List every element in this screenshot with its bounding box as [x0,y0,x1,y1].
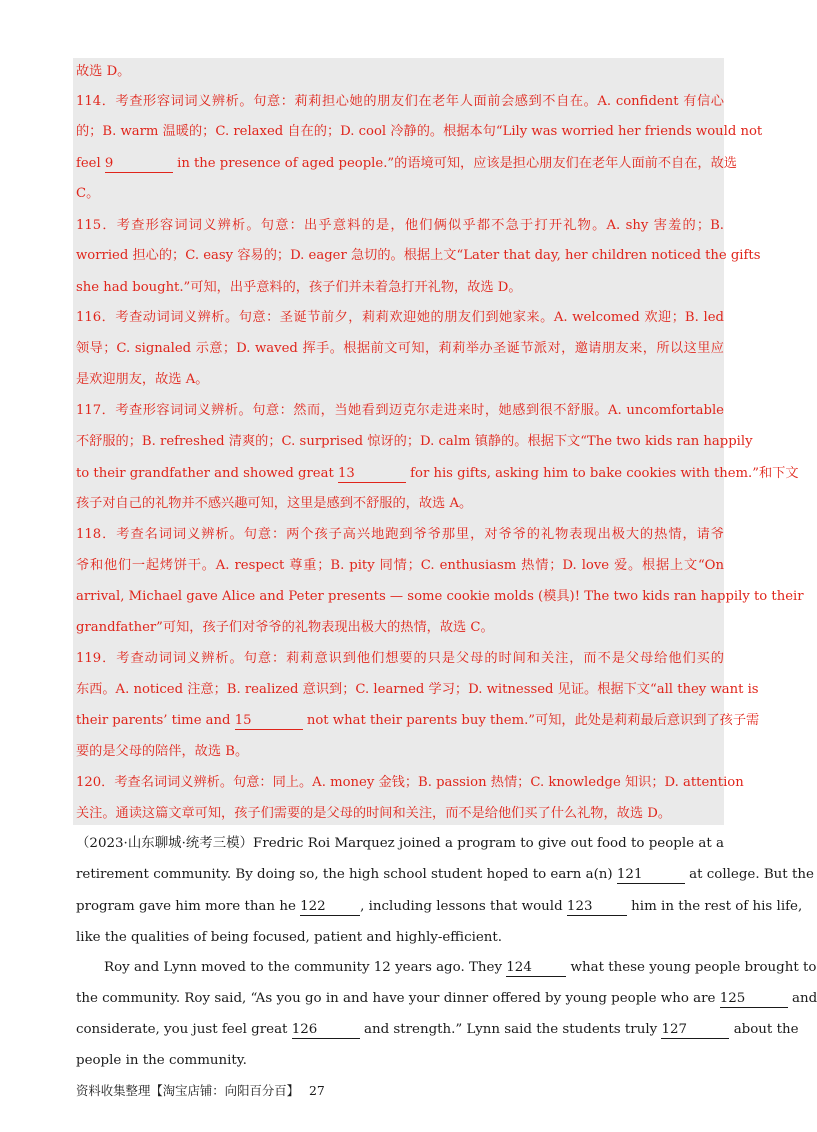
answer-line: 118．考查名词词义辨析。句意：两个孩子高兴地跑到爷爷那里，对爷爷的礼物表现出极大的热情，请爷 [76,527,724,542]
passage-line: considerate, you just feel great 126 and strength.” Lynn said the students truly 127 about the [76,1022,799,1037]
answer-line: arrival, Michael gave Alice and Peter presents — some cookie molds (模具)! The two kids ran happily to their [76,589,804,604]
passage-blank: 121 [617,867,685,884]
answer-blank: 9 [105,156,173,173]
answer-line: grandfather”可知，孩子们对爷爷的礼物表现出极大的热情，故选 C。 [76,620,494,635]
page-number: 27 [309,1083,325,1098]
passage-line: like the qualities of being focused, patient and highly-efficient. [76,930,503,945]
passage-line: the community. Roy said, “As you go in and have your dinner offered by young people who are 125 and [76,991,817,1006]
answer-line: their parents’ time and 15 not what their parents buy them.”可知，此处是莉莉最后意识到了孩子需 [76,713,760,728]
answer-blank: 13 [338,466,406,483]
answer-line: 的；B. warm 温暖的；C. relaxed 自在的；D. cool 冷静的。根据本句“Lily was worried her friends would not [76,124,763,139]
answer-line: 117．考查形容词词义辨析。句意：然而，当她看到迈克尔走进来时，她感到很不舒服。A. uncomfortable [76,403,724,418]
passage-blank: 124 [506,960,566,977]
answer-line: 要的是父母的陪伴，故选 B。 [76,744,249,759]
answer-line: 119．考查动词词义辨析。句意：莉莉意识到他们想要的只是父母的时间和关注，而不是父母给他们买的 [76,651,724,666]
answer-line: 关注。通读这篇文章可知，孩子们需要的是父母的时间和关注，而不是给他们买了什么礼物，故选 D。 [76,806,672,821]
answer-line: to their grandfather and showed great 13 for his gifts, asking him to bake cookies with them.”和下文 [76,466,799,481]
answer-line: 不舒服的；B. refreshed 清爽的；C. surprised 惊讶的；D. calm 镇静的。根据下文“The two kids ran happily [76,434,753,449]
answer-line: she had bought.”可知，出乎意料的，孩子们并未着急打开礼物，故选 D。 [76,280,522,295]
passage-blank: 122 [300,899,360,916]
passage-line: people in the community. [76,1053,247,1068]
answer-line: 115．考查形容词词义辨析。句意：出乎意料的是，他们俩似乎都不急于打开礼物。A. shy 害羞的；B. [76,218,724,233]
passage-line: （2023·山东聊城·统考三模）Fredric Roi Marquez joined a program to give out food to people at a [76,836,724,851]
answer-line: 孩子对自己的礼物并不感兴趣可知，这里是感到不舒服的，故选 A。 [76,496,473,511]
passage-blank: 125 [720,991,788,1008]
footer-source: 资料收集整理【淘宝店铺：向阳百分百】 [76,1083,300,1098]
answer-line: C。 [76,186,100,201]
answer-line: 领导；C. signaled 示意；D. waved 挥手。根据前文可知，莉莉举办圣诞节派对，邀请朋友来，所以这里应 [76,341,724,356]
answer-line: 114．考查形容词词义辨析。句意：莉莉担心她的朋友们在老年人面前会感到不自在。A. confident 有信心 [76,94,724,109]
answer-line: 116．考查动词词义辨析。句意：圣诞节前夕，莉莉欢迎她的朋友们到她家来。A. welcomed 欢迎；B. led [76,310,724,325]
passage-blank: 127 [661,1022,729,1039]
passage-blank: 126 [292,1022,360,1039]
answer-line: 故选 D。 [76,64,131,79]
passage-line: retirement community. By doing so, the high school student hoped to earn a(n) 121 at college. But the [76,867,814,882]
page-footer [76,1080,325,1102]
passage-line: Roy and Lynn moved to the community 12 years ago. They 124 what these young people brought to [104,960,817,975]
answer-line: feel 9 in the presence of aged people.”的语境可知，应该是担心朋友们在老年人面前不自在，故选 [76,156,737,171]
answer-line: worried 担心的；C. easy 容易的；D. eager 急切的。根据上文“Later that day, her children noticed the gifts [76,248,761,263]
answer-line: 是欢迎朋友，故选 A。 [76,372,209,387]
answer-line: 东西。A. noticed 注意；B. realized 意识到；C. learned 学习；D. witnessed 见证。根据下文“all they want is [76,682,759,697]
passage-line: program gave him more than he 122 , including lessons that would 123 him in the rest of his life, [76,899,803,914]
answer-line: 120．考查名词词义辨析。句意：同上。A. money 金钱；B. passion 热情；C. knowledge 知识；D. attention [76,775,744,790]
answer-blank: 15 [235,713,303,730]
answer-line: 爷和他们一起烤饼干。A. respect 尊重；B. pity 同情；C. enthusiasm 热情；D. love 爱。根据上文“On [76,558,724,573]
passage-blank: 123 [567,899,627,916]
